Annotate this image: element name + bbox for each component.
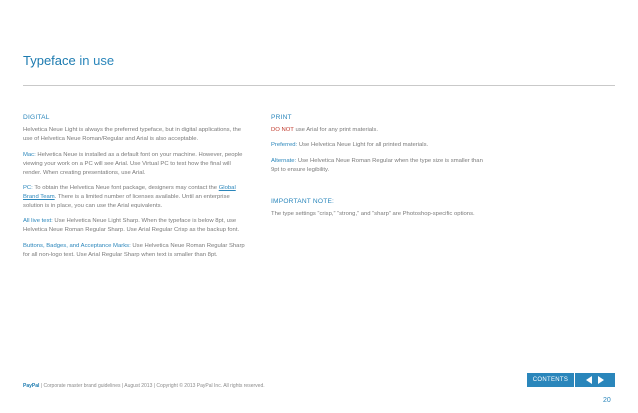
do-not-label: DO NOT — [271, 127, 294, 134]
important-note-heading: IMPORTANT NOTE: — [271, 197, 335, 205]
page-title-suffix: in use — [75, 53, 115, 68]
do-not-text: use Arial for any print materials. — [293, 127, 378, 134]
buttons-paragraph — [23, 242, 245, 260]
spacer — [271, 181, 486, 197]
page-nav — [575, 373, 615, 387]
live-text-body: Use Helvetica Neue Light Sharp. When the typeface is below 8pt, use Helvetica Neue Roman Regular Sharp. Use Arial Regular Crisp as the backup font. — [23, 218, 240, 234]
pc-label: PC: — [23, 184, 33, 191]
digital-column — [23, 113, 245, 266]
important-note-text: The type settings “crisp,” “strong,” and “sharp” are Photoshop-specific options. — [271, 211, 475, 217]
alternate-text: Use Helvetica Neue Roman Regular when the type size is smaller than 9pt to ensure legibility. — [271, 157, 483, 173]
pc-text-1: To obtain the Helvetica Neue font package, designers may contact the — [32, 184, 219, 191]
pc-text-2: . There is a limited number of licenses available. Until an enterprise solution is in place, you can use the Arial equivalents. — [23, 194, 230, 210]
footer — [23, 383, 265, 389]
arrow-right-icon[interactable] — [598, 376, 604, 384]
preferred-label: Preferred: — [271, 142, 298, 149]
title-divider — [23, 85, 615, 86]
global-brand-team-link[interactable]: Global Brand Team — [23, 184, 236, 201]
print-heading: PRINT — [271, 114, 292, 121]
mac-text: Helvetica Neue is installed as a default font on your machine. However, people viewing your work on a PC will see Arial. Use Virtual PC to test how the final will render. When creating presentations, use Arial. — [23, 151, 243, 176]
alternate-paragraph — [271, 157, 486, 175]
footer-brand: PayPal — [23, 383, 40, 389]
preferred-paragraph — [271, 141, 486, 150]
do-not-paragraph — [271, 126, 486, 135]
contents-button[interactable]: CONTENTS — [527, 373, 574, 387]
arrow-left-icon[interactable] — [586, 376, 592, 384]
footer-text: | Corporate master brand guidelines | August 2013 | Copyright © 2013 PayPal Inc. All rights reserved. — [39, 383, 265, 389]
page-title-main: Typeface — [23, 53, 76, 68]
digital-heading: DIGITAL — [23, 114, 50, 121]
mac-label: Mac: — [23, 151, 36, 158]
buttons-text: Use Helvetica Neue Roman Regular Sharp for all non-logo text. Use Arial Regular Sharp when text is smaller than 8pt. — [23, 242, 245, 258]
page-number: 20 — [603, 397, 611, 404]
preferred-text: Use Helvetica Neue Light for all printed materials. — [297, 142, 429, 149]
mac-paragraph — [23, 151, 245, 178]
print-column — [271, 113, 486, 225]
alternate-label: Alternate: — [271, 157, 297, 164]
digital-intro: Helvetica Neue Light is always the preferred typeface, but in digital applications, the use of Helvetica Neue Roman/Regular and Arial is also acceptable. — [23, 127, 242, 143]
page-title — [23, 53, 114, 68]
pc-paragraph — [23, 184, 245, 211]
live-text-label: All live text: — [23, 218, 53, 225]
buttons-label: Buttons, Badges, and Acceptance Marks: — [23, 242, 131, 249]
live-text-paragraph — [23, 217, 245, 235]
